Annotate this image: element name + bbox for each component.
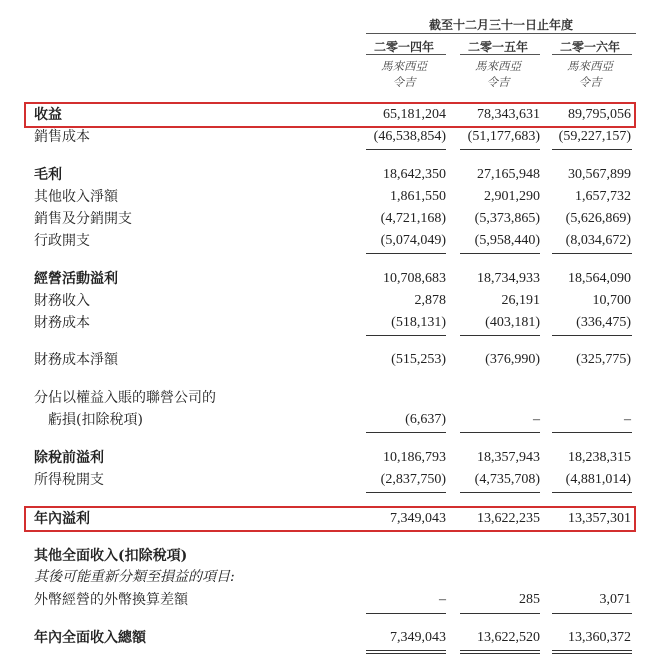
row-oci-subtitle	[0, 567, 646, 587]
row-label: 分佔以權益入賬的聯營公司的	[34, 390, 216, 406]
value-2015: –	[533, 412, 540, 427]
row-finance-income	[0, 291, 646, 311]
value-2016: 1,657,732	[575, 189, 631, 204]
double-underline	[366, 653, 446, 654]
value-2015: (376,990)	[485, 352, 540, 367]
subtotal-line	[366, 492, 446, 493]
subtotal-line	[552, 432, 632, 433]
value-2014: (515,253)	[391, 352, 446, 367]
currency-line2: 令吉	[392, 75, 416, 89]
subtotal-line	[460, 149, 540, 150]
subtotal-line	[460, 492, 540, 493]
value-2016: (8,034,672)	[565, 233, 631, 248]
value-2015: (51,177,683)	[467, 129, 540, 144]
value-2015: (5,373,865)	[474, 211, 540, 226]
row-label: 行政開支	[34, 233, 90, 249]
subtotal-line	[460, 432, 540, 433]
value-2014: 10,186,793	[383, 450, 446, 465]
value-2014: 10,708,683	[383, 271, 446, 286]
row-label: 收益	[34, 107, 62, 123]
row-operating-profit	[0, 269, 646, 289]
row-oci-title	[0, 546, 646, 566]
row-revenue	[0, 105, 646, 125]
value-2015: 18,734,933	[477, 271, 540, 286]
row-other-income	[0, 187, 646, 207]
value-2016: 13,360,372	[568, 630, 631, 645]
value-2015: 285	[519, 592, 540, 607]
currency-unit-2015	[456, 58, 540, 90]
subtotal-line	[552, 613, 632, 614]
value-2014: 2,878	[414, 293, 446, 308]
row-admin-expenses	[0, 231, 646, 251]
value-2014: (2,837,750)	[380, 472, 446, 487]
value-2015: 27,165,948	[477, 167, 540, 182]
value-2016: 30,567,899	[568, 167, 631, 182]
value-2014: (4,721,168)	[380, 211, 446, 226]
value-2015: 13,622,235	[477, 511, 540, 526]
value-2016: 13,357,301	[568, 511, 631, 526]
subtotal-line	[552, 492, 632, 493]
subtotal-line	[366, 432, 446, 433]
row-profit-before-tax	[0, 448, 646, 468]
subtotal-line	[366, 149, 446, 150]
row-label: 財務成本淨額	[34, 352, 118, 368]
year-header-2014: 二零一四年	[373, 40, 434, 54]
row-total-comprehensive-income	[0, 628, 646, 648]
currency-line1: 馬來西亞	[475, 59, 521, 73]
value-2016: (59,227,157)	[558, 129, 631, 144]
row-label: 銷售成本	[34, 129, 90, 145]
value-2014: (5,074,049)	[380, 233, 446, 248]
row-gross-profit	[0, 165, 646, 185]
row-label: 財務成本	[34, 315, 90, 331]
subtotal-line	[460, 335, 540, 336]
subtotal-line	[460, 613, 540, 614]
value-2014: 18,642,350	[383, 167, 446, 182]
row-label: 財務收入	[34, 293, 90, 309]
value-2016: 10,700	[592, 293, 631, 308]
year-header-2016: 二零一六年	[559, 40, 620, 54]
value-2015: (5,958,440)	[474, 233, 540, 248]
value-2015: 26,191	[501, 293, 540, 308]
value-2015: 13,622,520	[477, 630, 540, 645]
row-label: 虧損(扣除稅項)	[48, 412, 143, 428]
double-underline	[460, 653, 540, 654]
row-label: 年內全面收入總額	[34, 630, 146, 646]
period-underline	[366, 33, 636, 34]
currency-line1: 馬來西亞	[567, 59, 613, 73]
double-underline	[460, 650, 540, 651]
year-underline-2015	[460, 54, 540, 55]
value-2016: 18,564,090	[568, 271, 631, 286]
row-income-tax	[0, 470, 646, 490]
row-label: 外幣經營的外幣換算差額	[34, 592, 188, 608]
row-net-finance-cost	[0, 350, 646, 370]
row-share-of-associate-loss	[0, 410, 646, 430]
value-2015: 78,343,631	[477, 107, 540, 122]
value-2014: (518,131)	[391, 315, 446, 330]
row-label: 其他收入淨額	[34, 189, 118, 205]
row-fx-difference	[0, 590, 646, 610]
subtotal-line	[366, 613, 446, 614]
value-2016: (5,626,869)	[565, 211, 631, 226]
value-2016: –	[624, 412, 631, 427]
row-label: 銷售及分銷開支	[34, 211, 132, 227]
row-selling-expenses	[0, 209, 646, 229]
period-header: 截至十二月三十一日止年度	[428, 18, 573, 32]
row-label: 毛利	[34, 167, 62, 183]
row-label: 經營活動溢利	[34, 271, 118, 287]
row-label: 其後可能重新分類至損益的項目:	[34, 569, 235, 585]
row-cost-of-sales	[0, 127, 646, 147]
row-share-of-associate-title	[0, 388, 646, 408]
row-profit-for-year	[0, 509, 646, 529]
value-2015: 2,901,290	[484, 189, 540, 204]
value-2016: (325,775)	[576, 352, 631, 367]
value-2014: (46,538,854)	[373, 129, 446, 144]
row-label: 年內溢利	[34, 511, 90, 527]
value-2014: 1,861,550	[390, 189, 446, 204]
subtotal-line	[366, 335, 446, 336]
subtotal-line	[552, 149, 632, 150]
double-underline	[366, 650, 446, 651]
value-2014: 65,181,204	[383, 107, 446, 122]
currency-unit-2014	[362, 58, 446, 90]
year-underline-2016	[552, 54, 632, 55]
currency-line2: 令吉	[578, 75, 602, 89]
row-label: 其他全面收入(扣除稅項)	[34, 548, 188, 564]
value-2016: (336,475)	[576, 315, 631, 330]
value-2016: 3,071	[599, 592, 631, 607]
currency-line2: 令吉	[486, 75, 510, 89]
value-2015: 18,357,943	[477, 450, 540, 465]
value-2015: (403,181)	[485, 315, 540, 330]
row-label: 除稅前溢利	[34, 450, 104, 466]
year-header-2015: 二零一五年	[467, 40, 528, 54]
double-underline	[552, 650, 632, 651]
value-2014: –	[439, 592, 446, 607]
value-2014: (6,637)	[405, 412, 446, 427]
subtotal-line	[366, 253, 446, 254]
value-2015: (4,735,708)	[474, 472, 540, 487]
double-underline	[552, 653, 632, 654]
row-label: 所得稅開支	[34, 472, 104, 488]
currency-unit-2016	[548, 58, 632, 90]
subtotal-line	[460, 253, 540, 254]
value-2014: 7,349,043	[390, 511, 446, 526]
subtotal-line	[552, 253, 632, 254]
currency-line1: 馬來西亞	[381, 59, 427, 73]
value-2016: 89,795,056	[568, 107, 631, 122]
subtotal-line	[552, 335, 632, 336]
value-2016: 18,238,315	[568, 450, 631, 465]
value-2016: (4,881,014)	[565, 472, 631, 487]
year-underline-2014	[366, 54, 446, 55]
value-2014: 7,349,043	[390, 630, 446, 645]
row-finance-cost	[0, 313, 646, 333]
